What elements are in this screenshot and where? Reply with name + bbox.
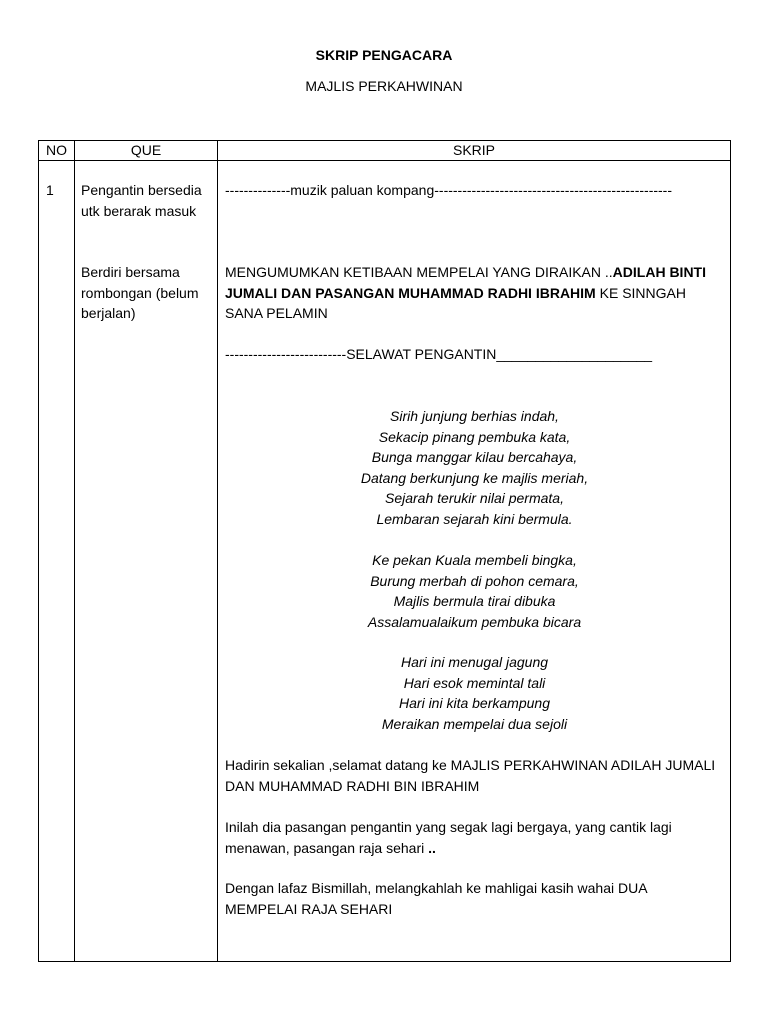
- cell-skrip: [218, 161, 731, 962]
- closing-text: Dengan lafaz Bismillah, melangkahlah ke mahligai kasih wahai DUA MEMPELAI RAJA SEHARI: [225, 880, 647, 917]
- column-header-skrip: SKRIP: [218, 141, 731, 161]
- poem-line: Meraikan mempelai dua sejoli: [381, 715, 568, 732]
- intro-text: [225, 817, 720, 858]
- poem-line: Lembaran sejarah kini bermula.: [376, 510, 573, 527]
- column-header-no: NO: [39, 141, 75, 161]
- pantun-verse-3: [218, 652, 731, 734]
- pantun-verse-1: [218, 406, 731, 529]
- poem-line: Hari esok memintal tali: [403, 674, 546, 691]
- selawat-cue: --------------------------SELAWAT PENGANTIN____________________: [225, 346, 653, 362]
- intro-text-ellipsis: ..: [428, 839, 436, 856]
- poem-line: Sirih junjung berhias indah,: [390, 408, 559, 424]
- announcement: [225, 262, 720, 324]
- announcement-names: ADILAH BINTI JUMALI DAN PASANGAN MUHAMMAD RADHI IBRAHIM: [225, 264, 706, 301]
- poem-line: Burung merbah di pohon cemara,: [370, 572, 579, 589]
- music-cue: --------------muzik paluan kompang---------------------------------------------------: [225, 182, 673, 198]
- table-row: [39, 161, 731, 962]
- cell-que: [75, 161, 218, 962]
- poem-line: Sekacip pinang pembuka kata,: [378, 428, 571, 445]
- pantun-verse-2: [218, 550, 731, 632]
- table-header-row: [39, 141, 731, 161]
- poem-line: Bunga manggar kilau bercahaya,: [371, 449, 578, 465]
- announcement-suffix: KE SINNGAH SANA PELAMIN: [225, 284, 686, 321]
- poem-line: Hari ini menugal jagung: [400, 654, 549, 670]
- poem-line: Assalamualaikum pembuka bicara: [367, 613, 582, 630]
- intro-text-body: Inilah dia pasangan pengantin yang segak lagi bergaya, yang cantik lagi menawan, pasangan raja sehari: [225, 819, 672, 856]
- poem-line: Majlis bermula tirai dibuka: [393, 593, 556, 609]
- poem-line: Ke pekan Kuala membeli bingka,: [372, 552, 577, 568]
- que-cue-1: Pengantin bersedia utk berarak masuk: [81, 182, 202, 219]
- document-subtitle: MAJLIS PERKAHWINAN: [305, 78, 463, 94]
- poem-line: Sejarah terukir nilai permata,: [385, 490, 564, 506]
- document-title: SKRIP PENGACARA: [315, 47, 453, 63]
- cell-no: [39, 161, 75, 962]
- poem-line: Hari ini kita berkampung: [399, 695, 550, 711]
- column-header-que: QUE: [75, 141, 218, 161]
- script-table: [38, 140, 731, 962]
- row-number: 1: [46, 182, 54, 198]
- que-cue-2: Berdiri bersama rombongan (belum berjalan): [81, 264, 199, 321]
- announcement-prefix: MENGUMUMKAN KETIBAAN MEMPELAI YANG DIRAIKAN ..: [225, 264, 613, 280]
- welcome-text: Hadirin sekalian ,selamat datang ke MAJLIS PERKAHWINAN ADILAH JUMALI DAN MUHAMMAD RADHI BIN IBRAHIM: [225, 757, 716, 794]
- poem-line: Datang berkunjung ke majlis meriah,: [360, 469, 589, 486]
